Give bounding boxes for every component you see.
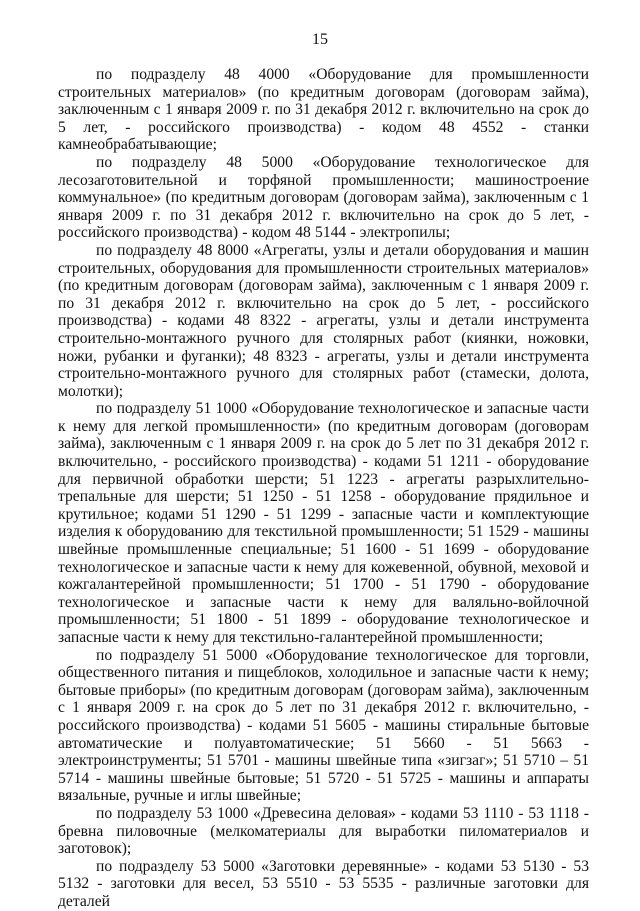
paragraph-51-1000: по подразделу 51 1000 «Оборудование технологическое и запасные части к нему для легкой промышленности» (по кредитным договорам (договорам займа), заключенным с 1 января 2009 г. на срок до 5 лет по 31 декабря 2012 г. включительно, - российского производства) - кодами 51 1211 - оборудование для первичной обработки шерсти; 51 1223 - агрегаты разрыхлительно-трепальные для шерсти; 51 1250 - 51 1258 - оборудование прядильное и крутильное; кодами 51 1290 - 51 1299 - запасные части и комплектующие изделия к оборудованию для текстильной промышленности; 51 1529 - машины швейные промышленные специальные; 51 1600 - 51 1699 - оборудование технологическое и запасные части к нему для кожевенной, обувной, меховой и кожгалантерейной промышленности; 51 1700 - 51 1790 - оборудование технологическое и запасные части к нему для валяльно-войлочной промышленности; 51 1800 - 51 1899 - оборудование технологическое и запасные части к нему для текстильно-галантерейной промышленности; (58, 400, 589, 646)
paragraph-48-8000: по подразделу 48 8000 «Агрегаты, узлы и детали оборудования и машин строительных, оборудования для промышленности строительных материалов» (по кредитным договорам (договорам займа), заключенным с 1 января 2009 г. по 31 декабря 2012 г. включительно на срок до 5 лет, - российского производства) - кодами 48 8322 - агрегаты, узлы и детали инструмента строительно-монтажного ручного для столярных работ (киянки, ножовки, ножи, рубанки и фуганки); 48 8323 - агрегаты, узлы и детали инструмента строительно-монтажного ручного для столярных работ (стамески, долота, молотки); (58, 241, 589, 400)
paragraph-48-5000: по подразделу 48 5000 «Оборудование технологическое для лесозаготовительной и торфяной промышленности; машиностроение коммунальное» (по кредитным договорам (договорам займа), заключенным с 1 января 2009 г. по 31 декабря 2012 г. включительно на срок до 5 лет, - российского производства) - кодом 48 5144 - электропилы; (58, 153, 589, 242)
paragraph-48-4000: по подразделу 48 4000 «Оборудование для промышленности строительных материалов» (по кредитным договорам (договорам займа), заключенным с 1 января 2009 г. по 31 декабря 2012 г. включительно на срок до 5 лет, - российского производства) - кодом 48 4552 - станки камнеобрабатывающие; (58, 66, 589, 154)
paragraph-51-5000: по подразделу 51 5000 «Оборудование технологическое для торговли, общественного питания и пищеблоков, холодильное и запасные части к нему; бытовые приборы» (по кредитным договорам (договорам займа), заключенным с 1 января 2009 г. на срок до 5 лет по 31 декабря 2012 г. включительно, - российского производства) - кодами 51 5605 - машины стиральные бытовые автоматические и полуавтоматические; 51 5660 - 51 5663 - электроинструменты; 51 5701 - машины швейные типа «зигзаг»; 51 5710 – 51 5714 - машины швейные бытовые; 51 5720 - 51 5725 - машины и аппараты вязальные, ручные и иглы швейные; (58, 646, 589, 805)
document-body (58, 66, 589, 911)
page-number: 15 (312, 31, 328, 48)
paragraph-53-1000: по подразделу 53 1000 «Древесина деловая» - кодами 53 1110 - 53 1118 - бревна пиловочные (мелкоматериалы для выработки пиломатериалов и заготовок); (58, 804, 589, 858)
paragraph-53-5000: по подразделу 53 5000 «Заготовки деревянные» - кодами 53 5130 - 53 5132 - заготовки для весел, 53 5510 - 53 5535 - различные заготовки для деталей (58, 857, 589, 910)
